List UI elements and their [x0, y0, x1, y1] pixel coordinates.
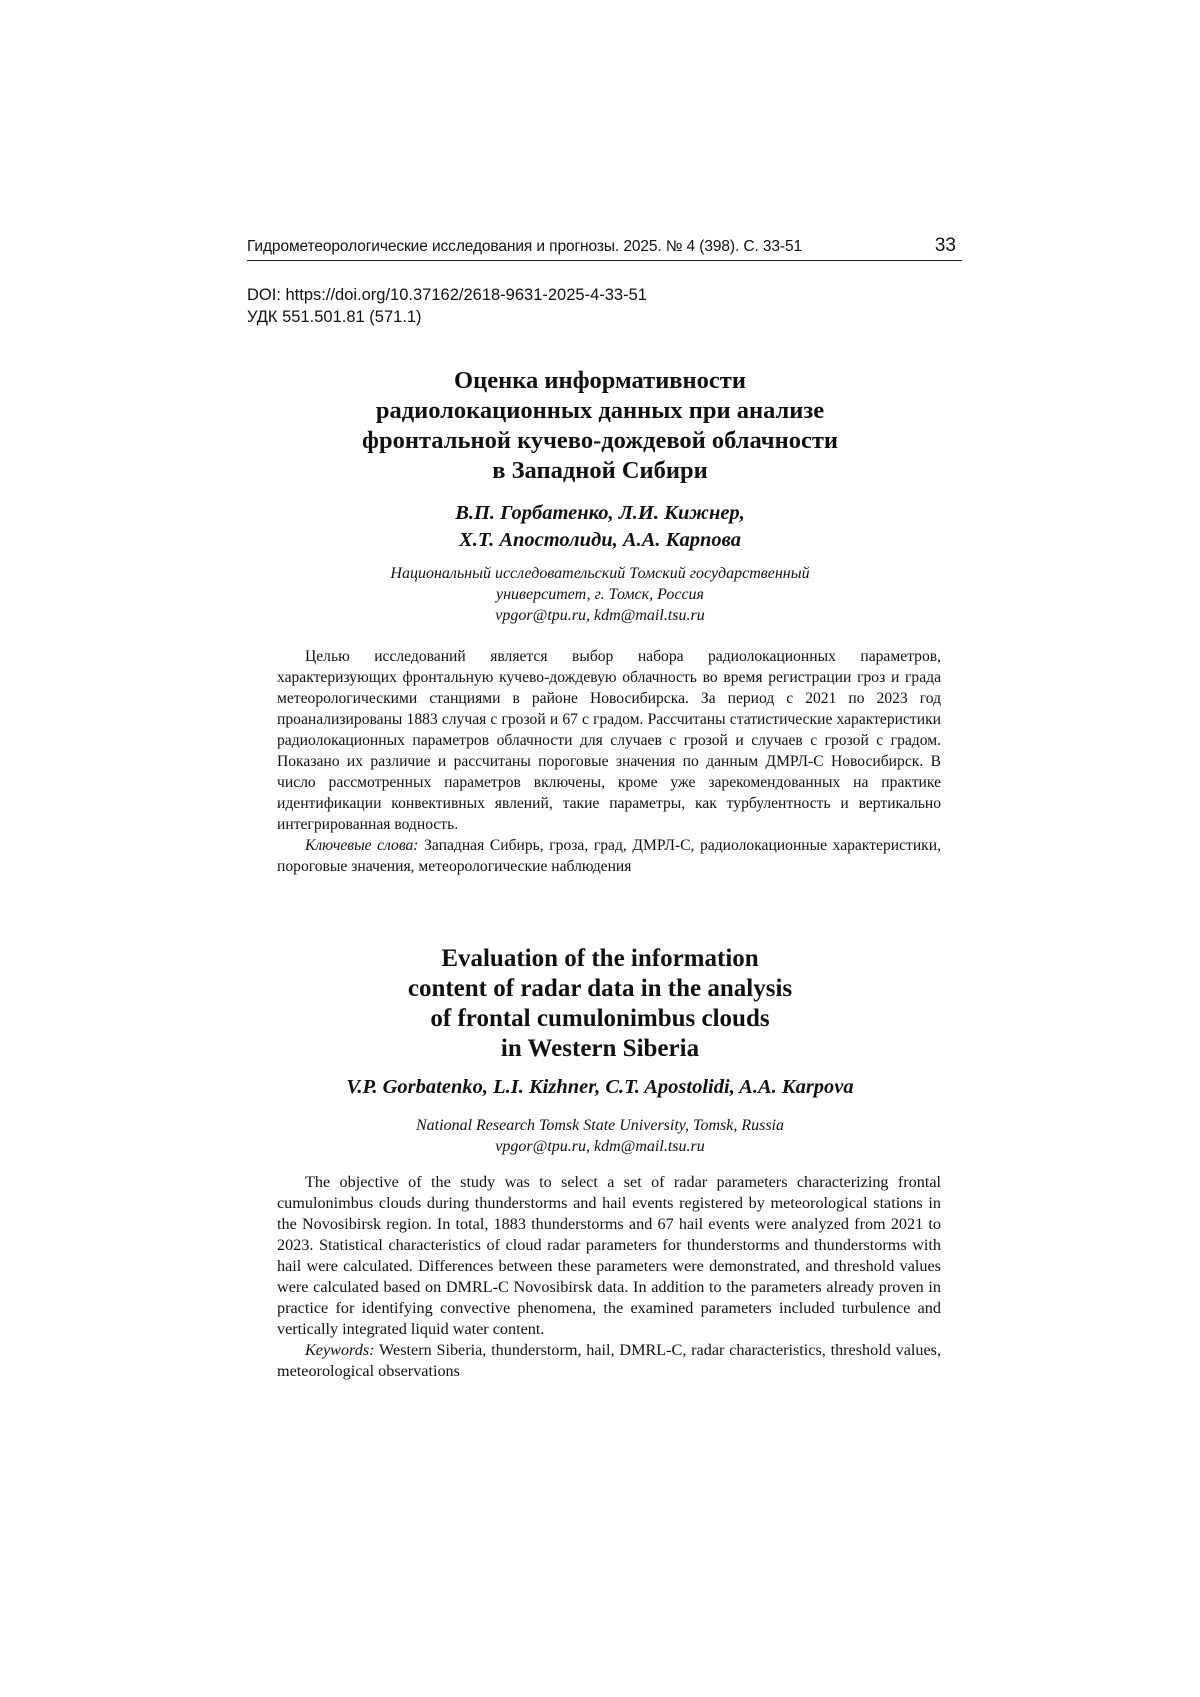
keywords-paragraph — [277, 1340, 941, 1382]
abstract-text: Целью исследований является выбор набора радиолокационных параметров, характеризующих фронтальную кучево-дождевую облачность во время регистрации гроз и града метеорологическими станциями в районе Новосибирска. За период с 2021 по 2023 год проанализированы 1883 случая с грозой и 67 с градом. Рассчитаны статистические характеристики радиолокационных параметров облачности для случаев с грозой и случаев с грозой с градом. Показано их различие и рассчитаны пороговые значения по данным ДМРЛ-С Новосибирск. В число рассмотренных параметров включены, кроме уже зарекомендованных на практике идентификации конвективных явлений, такие параметры, как турбулентность и вертикально интегрированная водность. — [277, 648, 941, 833]
authors-english — [200, 1074, 1000, 1101]
title-line: content of radar data in the analysis — [407, 975, 793, 1002]
page-number: 33 — [934, 235, 956, 256]
email-line[interactable]: vpgor@tpu.ru, kdm@mail.tsu.ru — [495, 1138, 705, 1155]
abstract-russian — [277, 646, 941, 877]
udc-line: УДК 551.501.81 (571.1) — [247, 308, 422, 326]
affiliation-line: National Research Tomsk State University, Tomsk, Russia — [416, 1117, 784, 1134]
affiliation-english — [200, 1115, 1000, 1157]
title-line: of frontal cumulonimbus clouds — [430, 1005, 770, 1032]
doi-line[interactable]: DOI: https://doi.org/10.37162/2618-9631-2025-4-33-51 — [247, 286, 647, 304]
title-line: Оценка информативности — [454, 367, 746, 394]
authors-line: V.P. Gorbatenko, L.I. Kizhner, C.T. Apostolidi, A.A. Karpova — [346, 1076, 854, 1098]
article-identifiers — [247, 284, 647, 328]
running-header — [247, 234, 962, 261]
authors-russian — [200, 500, 1000, 554]
journal-citation: Гидрометеорологические исследования и прогнозы. 2025. № 4 (398). С. 33-51 — [247, 238, 803, 255]
keywords-text: Western Siberia, thunderstorm, hail, DMRL-C, radar characteristics, threshold values, meteorological observations — [277, 1341, 941, 1380]
email-line[interactable]: vpgor@tpu.ru, kdm@mail.tsu.ru — [495, 607, 705, 624]
authors-line: В.П. Горбатенко, Л.И. Кижнер, — [455, 502, 745, 524]
affiliation-line: университет, г. Томск, Россия — [496, 586, 704, 603]
title-line: в Западной Сибири — [492, 457, 708, 484]
title-russian — [200, 366, 1000, 486]
abstract-english — [277, 1172, 941, 1382]
title-line: радиолокационных данных при анализе — [375, 397, 825, 424]
title-line: Evaluation of the information — [441, 945, 759, 972]
title-english — [200, 944, 1000, 1064]
authors-line: Х.Т. Апостолиди, А.А. Карпова — [459, 529, 741, 551]
title-line: in Western Siberia — [500, 1035, 700, 1062]
affiliation-line: Национальный исследовательский Томский государственный — [390, 565, 810, 582]
affiliation-russian — [200, 563, 1000, 626]
keywords-label: Keywords: — [305, 1341, 375, 1359]
keywords-label: Ключевые слова: — [305, 837, 419, 854]
keywords-text: Западная Сибирь, гроза, град, ДМРЛ-С, радиолокационные характеристики, пороговые значения, метеорологические наблюдения — [277, 837, 941, 875]
keywords-paragraph — [277, 835, 941, 877]
abstract-text: The objective of the study was to select a set of radar parameters characterizing frontal cumulonimbus clouds during thunderstorms and hail events registered by meteorological stations in the Novosibirsk region. In total, 1883 thunderstorms and 67 hail events were analyzed from 2021 to 2023. Statistical characteristics of cloud radar parameters for thunderstorms and thunderstorms with hail were calculated. Differences between these parameters were demonstrated, and threshold values were calculated based on DMRL-C Novosibirsk data. In addition to the parameters already proven in practice for identifying convective phenomena, the examined parameters included turbulence and vertically integrated liquid water content. — [277, 1173, 941, 1338]
title-line: фронтальной кучево-дождевой облачности — [362, 427, 838, 454]
